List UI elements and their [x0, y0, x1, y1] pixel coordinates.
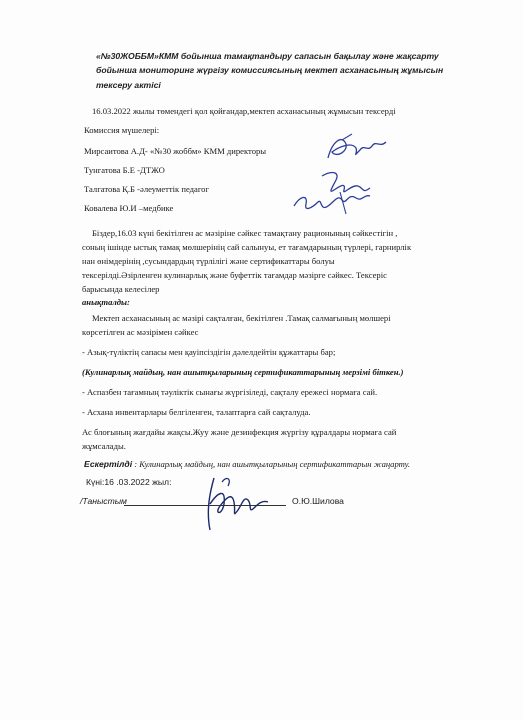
note-line [84, 459, 410, 470]
paragraph-1-line-1: Біздер,16.03 күні бекітілген ас мәзіріне сәйкес тамақтану рационының сәйкестігін , [92, 228, 398, 238]
document-title-line-1: «№30ЖОББМ»КММ бойынша тамақтандыру сапасын бақылау және жақсарту [96, 51, 439, 61]
member-4: Ковалева Ю.И –медбике [84, 203, 174, 213]
intro-text: 16.03.2022 жылы төмендегі қол қойғандар,мектеп асханасының жұмысын тексерді [92, 106, 396, 116]
commission-heading: Комиссия мүшелері: [84, 125, 160, 135]
acknowledged-label: /Таныстым [80, 496, 127, 506]
note-text: : Кулинарлық майдың, нан ашытқыларының сертификаттарын жаңарту. [132, 459, 411, 469]
member-1: Мирсаитова А.Д- «№30 жоббм» КММ директоры [84, 146, 267, 156]
acknowledged-name: О.Ю.Шилова [292, 496, 344, 506]
signature-mirsaitova [322, 128, 390, 168]
document-title-line-3: тексеру актісі [96, 80, 161, 90]
finding-item-1: - Азық-түліктің сапасы мен қауіпсіздігін дәлелдейтін құжаттары бар; [82, 347, 336, 357]
paragraph-1-line-3: нан өнімдерінің ,сусындардың түрлілігі және сертификаттары болуы [82, 256, 335, 266]
paragraph-1-line-2: соның ішінде ыстық тамақ мөлшерінің сай салынуы, ет тағамдарының түрлері, гарнирлік [82, 242, 412, 252]
signature-talgatova [290, 186, 374, 222]
document-title-line-2: бойынша мониторинг жүргізу комиссиясының мектеп асханасының жұмысын [96, 65, 444, 75]
note-label: Ескертілді [84, 459, 133, 469]
finding-item-4: - Асхана инвентарлары белгіленген, талаптарға сай сақталуда. [82, 407, 311, 417]
signature-shilova [196, 470, 276, 536]
paragraph-1-line-4: тексерілді.Әзірленген кулинарлық және буфеттік тағамдар мәзірге сәйкес. Тексеріс [82, 270, 387, 280]
paragraph-1-line-5: барысында келесілер [82, 284, 160, 294]
finding-item-2: (Кулинарлық майдың, нан ашытқыларының сертификаттарының мерзімі біткен.) [82, 367, 404, 377]
paragraph-2-line-2: көрсетілген ас мәзірімен сәйкес [82, 327, 199, 337]
paragraph-3-line-2: жұмсалады. [82, 441, 126, 451]
member-2: Тунгатова Б.Е -ДТЖО [84, 165, 165, 175]
paragraph-3-line-1: Ас блоғының жағдайы жақсы.Жуу және дезинфекция жүргізу құралдары нормаға сай [82, 427, 397, 437]
member-3: Талгатова Қ.Б -әлеуметтік педагог [84, 184, 209, 194]
found-heading: анықталды: [82, 297, 130, 307]
finding-item-3: - Аспазбен тағамның тәуліктік сынағы жүргізіледі, сақталу ережесі нормаға сай. [82, 387, 378, 397]
date-line: Күні:16 .03.2022 жыл: [86, 477, 172, 487]
paragraph-2-line-1: Мектеп асханасының ас мәзірі сақталған, бекітілген .Тамақ салмағының мөлшері [92, 313, 391, 323]
